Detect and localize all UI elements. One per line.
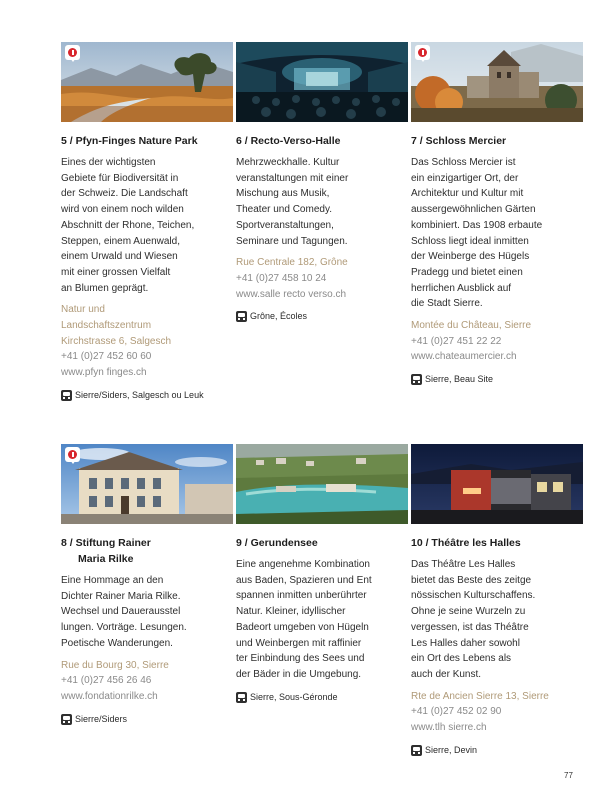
bus-icon: [411, 745, 422, 756]
card-description: Eine Hommage an den Dichter Rainer Maria Rilke. Wechsel und Dauerausstel lungen. Vorträge. Lesungen. Poetische Wanderungen.: [61, 575, 187, 649]
photo-schloss-mercier: [411, 42, 583, 122]
card-phone: +41 (0)27 451 22 22: [411, 335, 502, 347]
card-title: [61, 535, 233, 567]
card-website[interactable]: www.tlh sierre.ch: [411, 722, 487, 734]
card-website[interactable]: www.fondationrilke.ch: [61, 690, 158, 702]
card-transport: [61, 713, 233, 726]
card-stiftung-rilke: [61, 444, 233, 726]
card-phone: +41 (0)27 458 10 24: [236, 272, 327, 284]
bus-icon: [61, 714, 72, 725]
transport-stop: Sierre/Siders: [75, 713, 128, 724]
card-title: 5 / Pfyn-Finges Nature Park: [61, 135, 198, 147]
card-transport: [411, 744, 583, 757]
card-website[interactable]: www.chateaumercier.ch: [411, 351, 517, 363]
card-title: 9 / Gerundensee: [236, 537, 318, 549]
card-website[interactable]: www.pfyn finges.ch: [61, 367, 147, 379]
transport-stop: Sierre, Sous-Géronde: [250, 691, 338, 702]
card-theatre-halles: [411, 444, 583, 757]
transport-stop: Sierre, Beau Site: [425, 374, 494, 385]
card-transport: [236, 691, 408, 704]
card-address: Rte de Ancien Sierre 13, Sierre: [411, 690, 549, 702]
info-pin-icon: [65, 447, 80, 462]
card-phone: +41 (0)27 452 60 60: [61, 351, 152, 363]
castle-photo: [411, 42, 583, 122]
card-pfyn-finges: [61, 42, 233, 402]
card-description: Das Schloss Mercier ist ein einzigartiger Ort, der Architektur und Kultur mit aussergewöhnlichen Gärten kombiniert. Das 1908 erbaute Schloss liegt ideal inmitten der Weinberge des Hügels Pradegg und bietet einen herrlichen Ausblick auf die Stadt Sierre.: [411, 157, 543, 310]
card-recto-verso: [236, 42, 408, 323]
building-photo: [61, 444, 233, 524]
bus-icon: [61, 390, 72, 401]
card-address: Natur und Landschaftszentrum Kirchstrasse 6, Salgesch: [61, 304, 172, 347]
card-transport: [411, 373, 583, 386]
card-title-line-2: Maria Rilke: [78, 553, 134, 565]
photo-stiftung-rilke: [61, 444, 233, 524]
card-title: 6 / Recto-Verso-Halle: [236, 135, 341, 147]
info-pin-icon: [415, 45, 430, 60]
bus-icon: [411, 374, 422, 385]
card-description: Eines der wichtigsten Gebiete für Biodiversität in der Schweiz. Die Landschaft wird von einem noch wilden Abschnitt der Rhone, Teichen, Steppen, einem Auenwald, einem Urwald und Wiesen mit einer grossen Vielfalt an Blumen geprägt.: [61, 157, 195, 294]
card-transport: [61, 389, 233, 402]
card-title: 10 / Théâtre les Halles: [411, 537, 521, 549]
photo-recto-verso: [236, 42, 408, 122]
photo-gerundensee: [236, 444, 408, 524]
card-schloss-mercier: [411, 42, 583, 386]
card-phone: +41 (0)27 456 26 46: [61, 675, 152, 687]
card-address: Rue Centrale 182, Grône: [236, 257, 348, 269]
photo-pfyn-finges: [61, 42, 233, 122]
page-number: 77: [564, 771, 573, 780]
transport-stop: Sierre, Devin: [425, 744, 478, 755]
card-description: Eine angenehme Kombination aus Baden, Spazieren und Ent spannen inmitten unberührter Natur. Kleiner, idyllischer Badeort umgeben von Hügeln und Weinbergen mit raffinier ter Einbindung des Sees und der Bäder in die Umgebung.: [236, 559, 372, 680]
lake-photo: [236, 444, 408, 524]
info-pin-icon: [65, 45, 80, 60]
transport-stop: Grône, Écoles: [250, 311, 308, 322]
transport-stop: Sierre/Siders, Salgesch ou Leuk: [75, 389, 204, 400]
bus-icon: [236, 311, 247, 322]
card-title-line-1: 8 / Stiftung Rainer: [61, 537, 151, 549]
bus-icon: [236, 692, 247, 703]
card-title: 7 / Schloss Mercier: [411, 135, 507, 147]
concert-hall-photo: [236, 42, 408, 122]
card-gerundensee: [236, 444, 408, 704]
card-phone: +41 (0)27 452 02 90: [411, 706, 502, 718]
card-address: Rue du Bourg 30, Sierre: [61, 659, 169, 671]
card-description: Das Théâtre Les Halles bietet das Beste des zeitge nössischen Kulturschaffens. Ohne je seine Wurzeln zu vergessen, ist das Théâtre Les Halles daher sowohl ein Ort des Lebens als auch der Kunst.: [411, 559, 536, 680]
photo-theatre-halles: [411, 444, 583, 524]
card-website[interactable]: www.salle recto verso.ch: [236, 288, 347, 300]
theatre-photo: [411, 444, 583, 524]
landscape-photo: [61, 42, 233, 122]
card-address: Montée du Château, Sierre: [411, 320, 532, 332]
card-transport: [236, 310, 408, 323]
card-description: Mehrzweckhalle. Kultur veranstaltungen mit einer Mischung aus Musik, Theater und Comedy. Sportveranstaltungen, Seminare und Tagungen.: [236, 157, 349, 247]
